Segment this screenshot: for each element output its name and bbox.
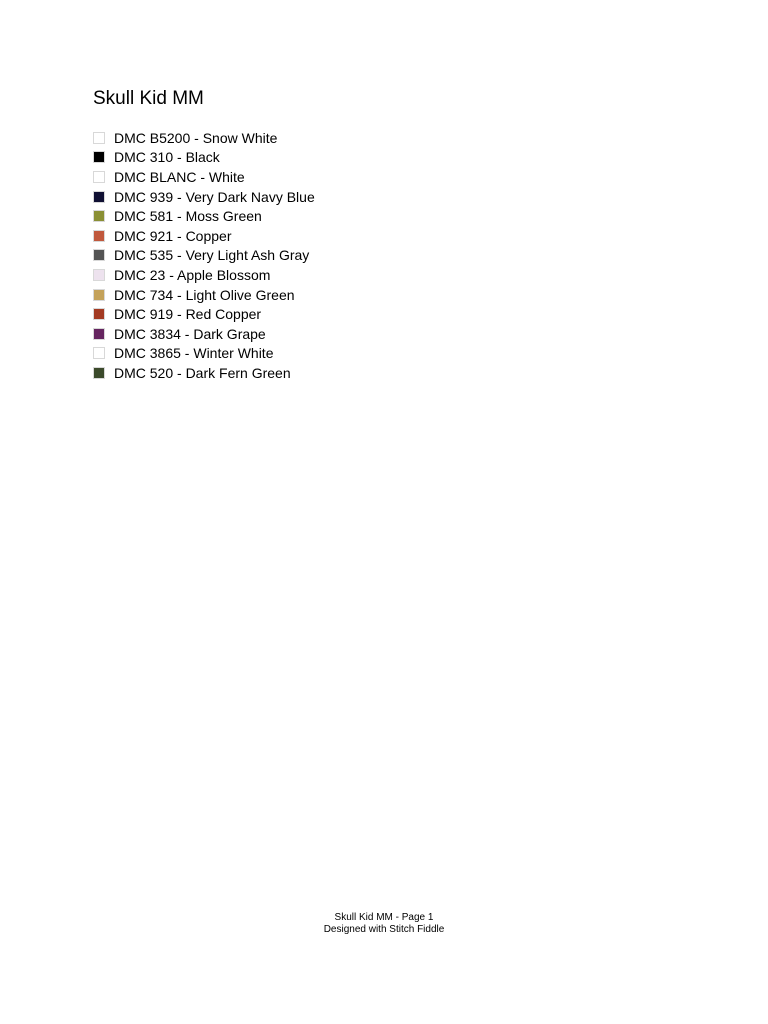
legend-item <box>93 148 315 168</box>
legend-item <box>93 226 315 246</box>
thread-label: DMC 581 - Moss Green <box>114 208 262 225</box>
color-swatch <box>93 367 105 379</box>
color-swatch <box>93 328 105 340</box>
legend-item <box>93 187 315 207</box>
page-footer <box>0 912 768 936</box>
color-swatch <box>93 171 105 183</box>
legend-item <box>93 128 315 148</box>
legend-item <box>93 363 315 383</box>
thread-label: DMC 939 - Very Dark Navy Blue <box>114 188 315 205</box>
color-swatch <box>93 132 105 144</box>
thread-label: DMC 921 - Copper <box>114 227 232 244</box>
footer-credit-line: Designed with Stitch Fiddle <box>323 924 445 935</box>
thread-label: DMC 310 - Black <box>114 149 220 166</box>
legend-item <box>93 324 315 344</box>
thread-label: DMC B5200 - Snow White <box>114 129 278 146</box>
legend-item <box>93 246 315 266</box>
legend-item <box>93 304 315 324</box>
thread-label: DMC 734 - Light Olive Green <box>114 286 295 303</box>
color-swatch <box>93 269 105 281</box>
thread-label: DMC BLANC - White <box>114 168 245 185</box>
footer-page-line: Skull Kid MM - Page 1 <box>334 912 434 923</box>
thread-label: DMC 919 - Red Copper <box>114 306 262 323</box>
color-swatch <box>93 347 105 359</box>
color-swatch <box>93 210 105 222</box>
legend-item <box>93 344 315 364</box>
color-swatch <box>93 249 105 261</box>
color-swatch <box>93 230 105 242</box>
legend-item <box>93 285 315 305</box>
thread-label: DMC 23 - Apple Blossom <box>114 266 271 283</box>
color-swatch <box>93 151 105 163</box>
document-title: Skull Kid MM <box>93 88 204 109</box>
thread-color-legend <box>93 128 315 383</box>
thread-label: DMC 535 - Very Light Ash Gray <box>114 247 310 264</box>
legend-item <box>93 265 315 285</box>
legend-item <box>93 206 315 226</box>
legend-item <box>93 167 315 187</box>
thread-label: DMC 520 - Dark Fern Green <box>114 364 291 381</box>
thread-label: DMC 3834 - Dark Grape <box>114 325 266 342</box>
color-swatch <box>93 308 105 320</box>
thread-label: DMC 3865 - Winter White <box>114 345 274 362</box>
color-swatch <box>93 289 105 301</box>
color-swatch <box>93 191 105 203</box>
